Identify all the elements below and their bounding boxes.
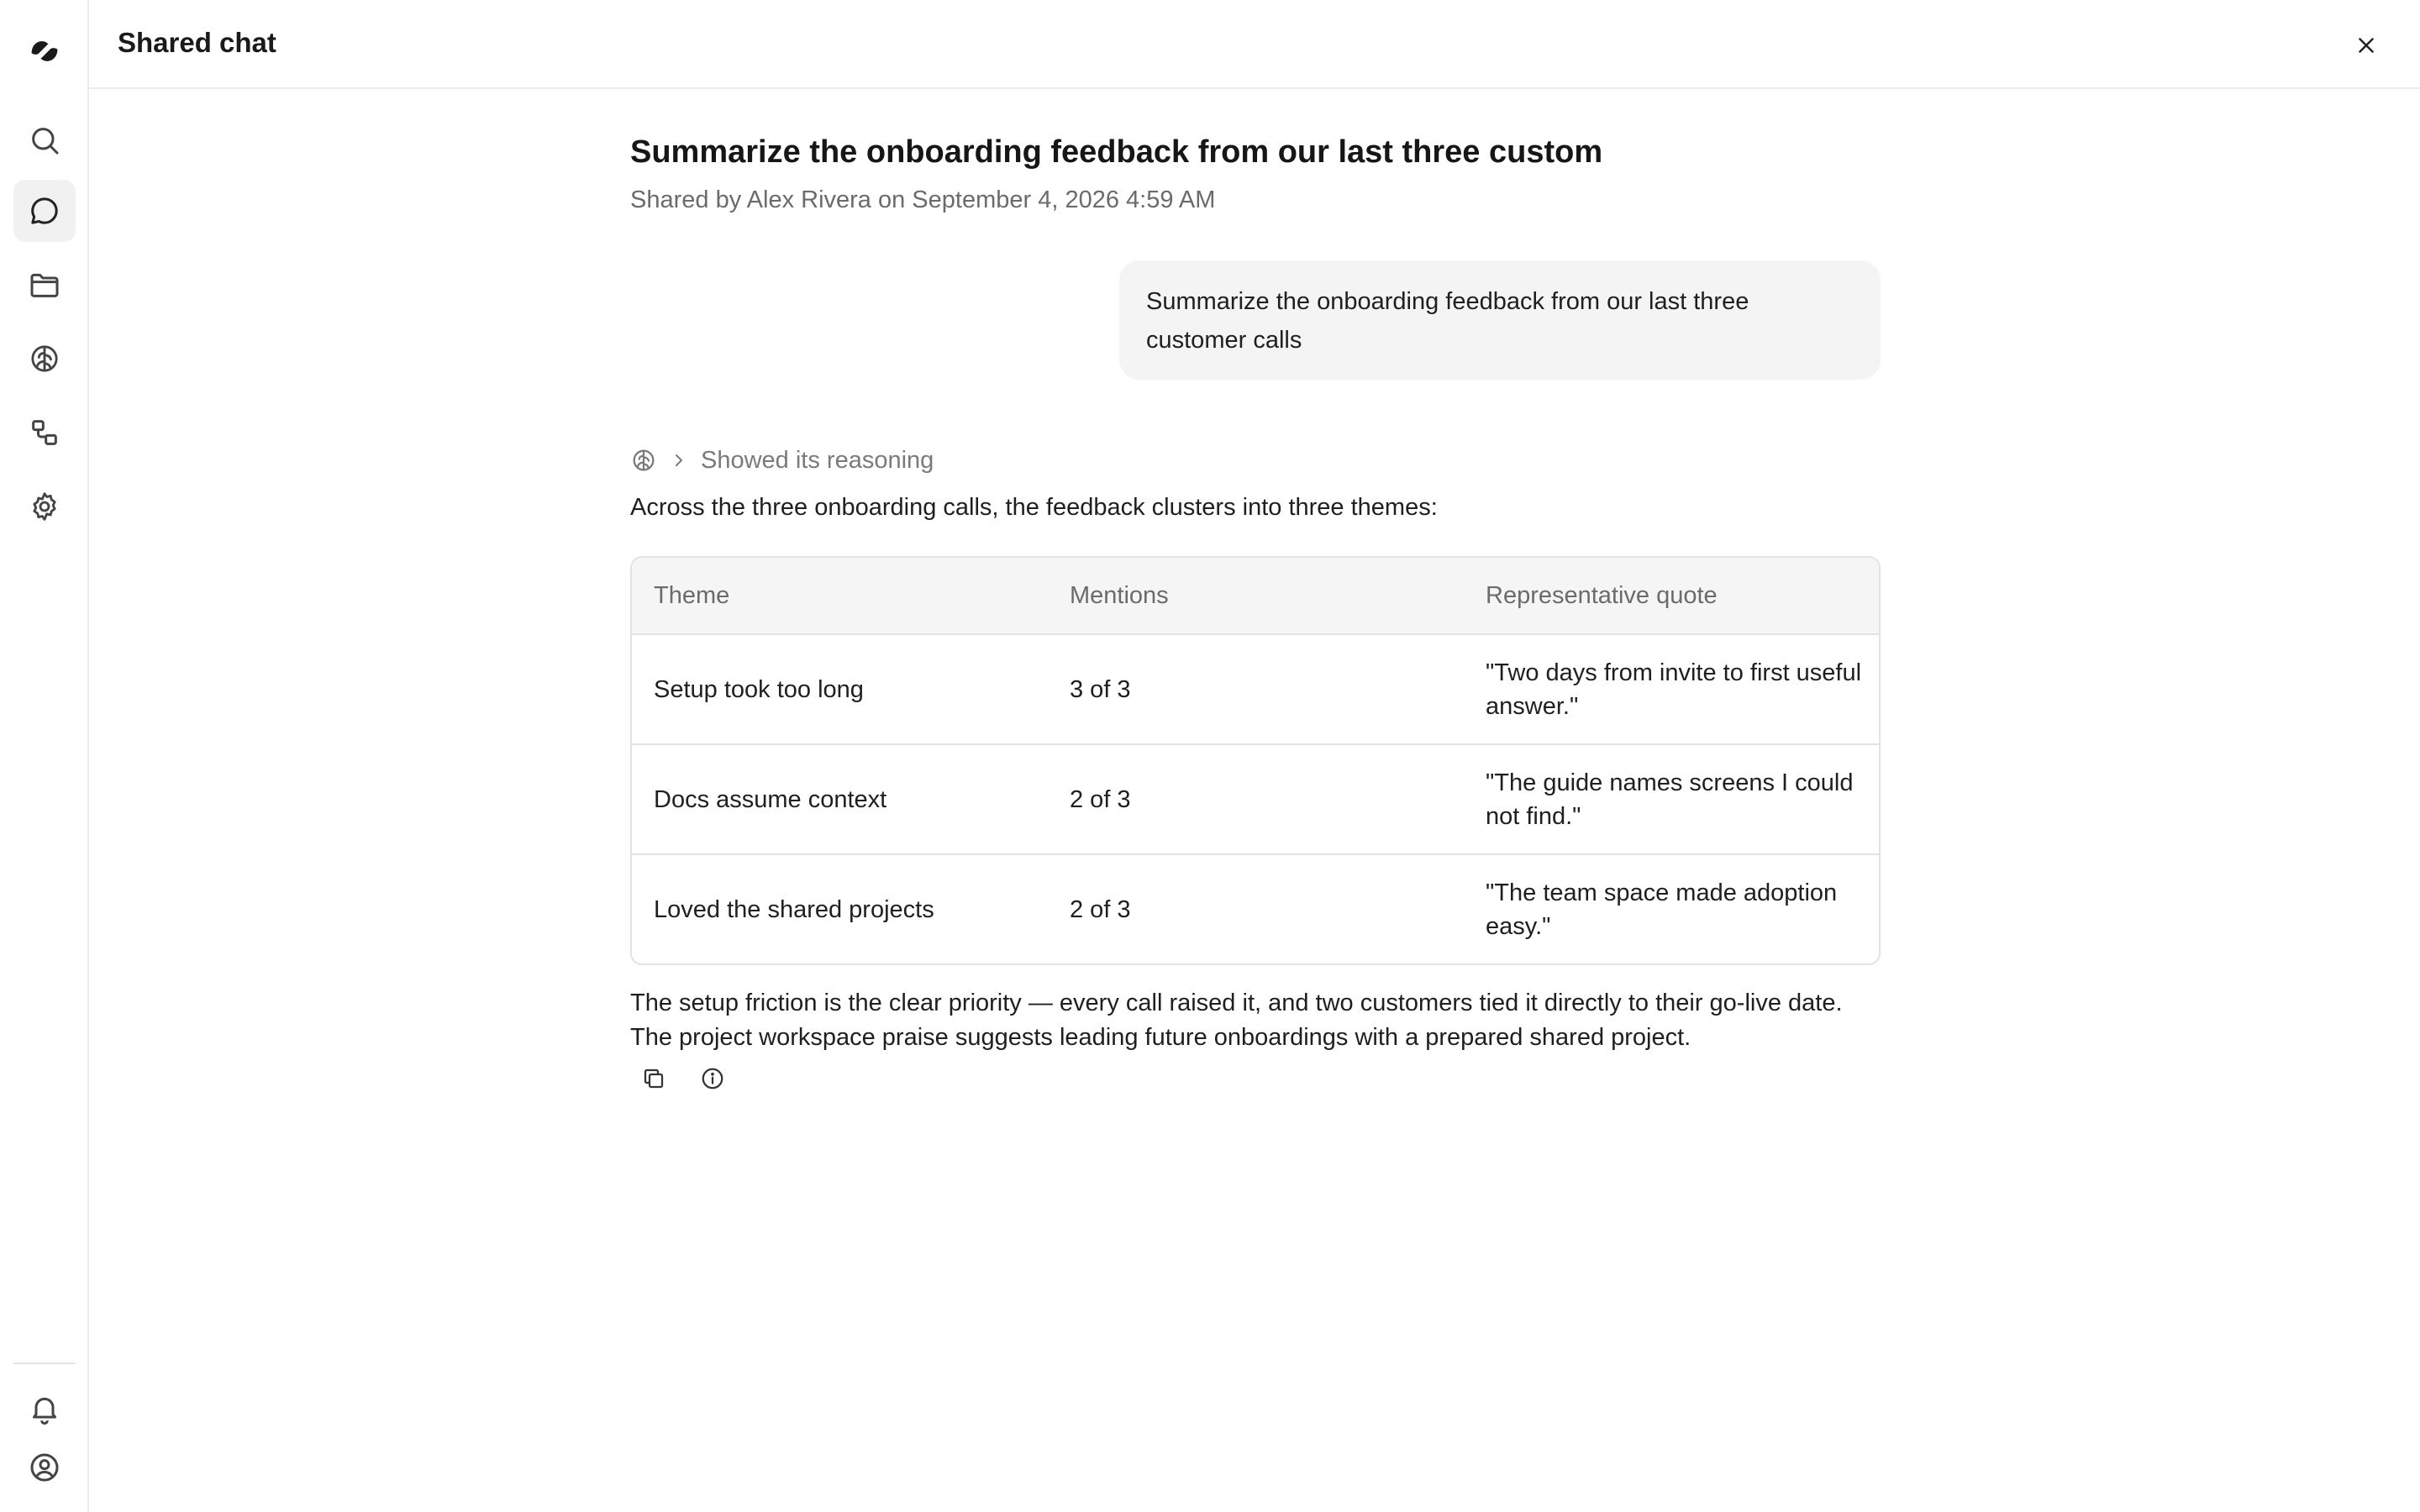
sidebar-chat-button[interactable] (13, 180, 76, 242)
table-row (632, 853, 1879, 963)
table-header-cell: Representative quote (1486, 582, 1718, 609)
chat-title: Summarize the onboarding feedback from our last three custom (630, 134, 1603, 170)
user-message: Summarize the onboarding feedback from our last three customer calls (1119, 260, 1881, 380)
table-header-row (632, 558, 1879, 633)
table-cell: Loved the shared projects (654, 895, 934, 923)
brain-icon (28, 342, 61, 375)
chat-icon (28, 194, 61, 228)
sidebar-workflows-button[interactable] (13, 402, 76, 464)
search-icon (28, 123, 61, 157)
table-cell: "The guide names screens I could not find." (1486, 769, 1854, 830)
sidebar-search-button[interactable] (13, 109, 76, 171)
reasoning-label: Showed its reasoning (701, 446, 934, 474)
table-cell: 2 of 3 (1070, 895, 1131, 923)
header-title: Shared chat (118, 27, 276, 58)
close-icon (2354, 33, 2379, 58)
table-row (632, 743, 1879, 853)
sidebar-notifications-button[interactable] (13, 1378, 76, 1440)
workflow-icon (28, 416, 61, 449)
shared-by-meta: Shared by Alex Rivera on September 4, 2026 4:59 AM (630, 186, 1216, 213)
reasoning-toggle[interactable] (630, 445, 934, 475)
table-cell: "The team space made adoption easy." (1486, 879, 1838, 940)
table-header-cell: Theme (654, 582, 730, 609)
user-icon (28, 1451, 61, 1484)
folder-icon (28, 268, 61, 302)
table-cell: "Two days from invite to first useful answer." (1486, 659, 1862, 720)
sidebar-account-button[interactable] (13, 1436, 76, 1499)
response-closing: The setup friction is the clear priority — every call raised it, and two customers tied it directly to their go-live date. The project workspace praise suggests leading future onboardings with a prepared shared project. (630, 990, 1843, 1051)
table-cell: Docs assume context (654, 785, 887, 813)
sidebar (0, 0, 89, 1512)
feedback-table (630, 556, 1881, 965)
sidebar-divider (13, 1362, 76, 1364)
info-icon (700, 1066, 725, 1091)
app-logo-icon[interactable] (18, 25, 71, 77)
chevron-right-icon (669, 450, 689, 470)
copy-icon (641, 1066, 666, 1091)
table-cell: 3 of 3 (1070, 675, 1131, 703)
table-cell: Setup took too long (654, 675, 864, 703)
bell-icon (28, 1392, 61, 1425)
sidebar-memory-button[interactable] (13, 328, 76, 390)
sidebar-projects-button[interactable] (13, 254, 76, 316)
brain-icon (630, 447, 657, 474)
gear-icon (28, 490, 61, 523)
table-cell: 2 of 3 (1070, 785, 1131, 813)
response-intro: Across the three onboarding calls, the feedback clusters into three themes: (630, 494, 1438, 521)
sidebar-settings-button[interactable] (13, 475, 76, 538)
header (89, 0, 2420, 89)
copy-button[interactable] (637, 1062, 671, 1095)
message-actions (637, 1062, 729, 1095)
info-button[interactable] (696, 1062, 729, 1095)
table-header-cell: Mentions (1070, 582, 1169, 609)
close-button[interactable] (2346, 25, 2386, 66)
table-row (632, 633, 1879, 743)
